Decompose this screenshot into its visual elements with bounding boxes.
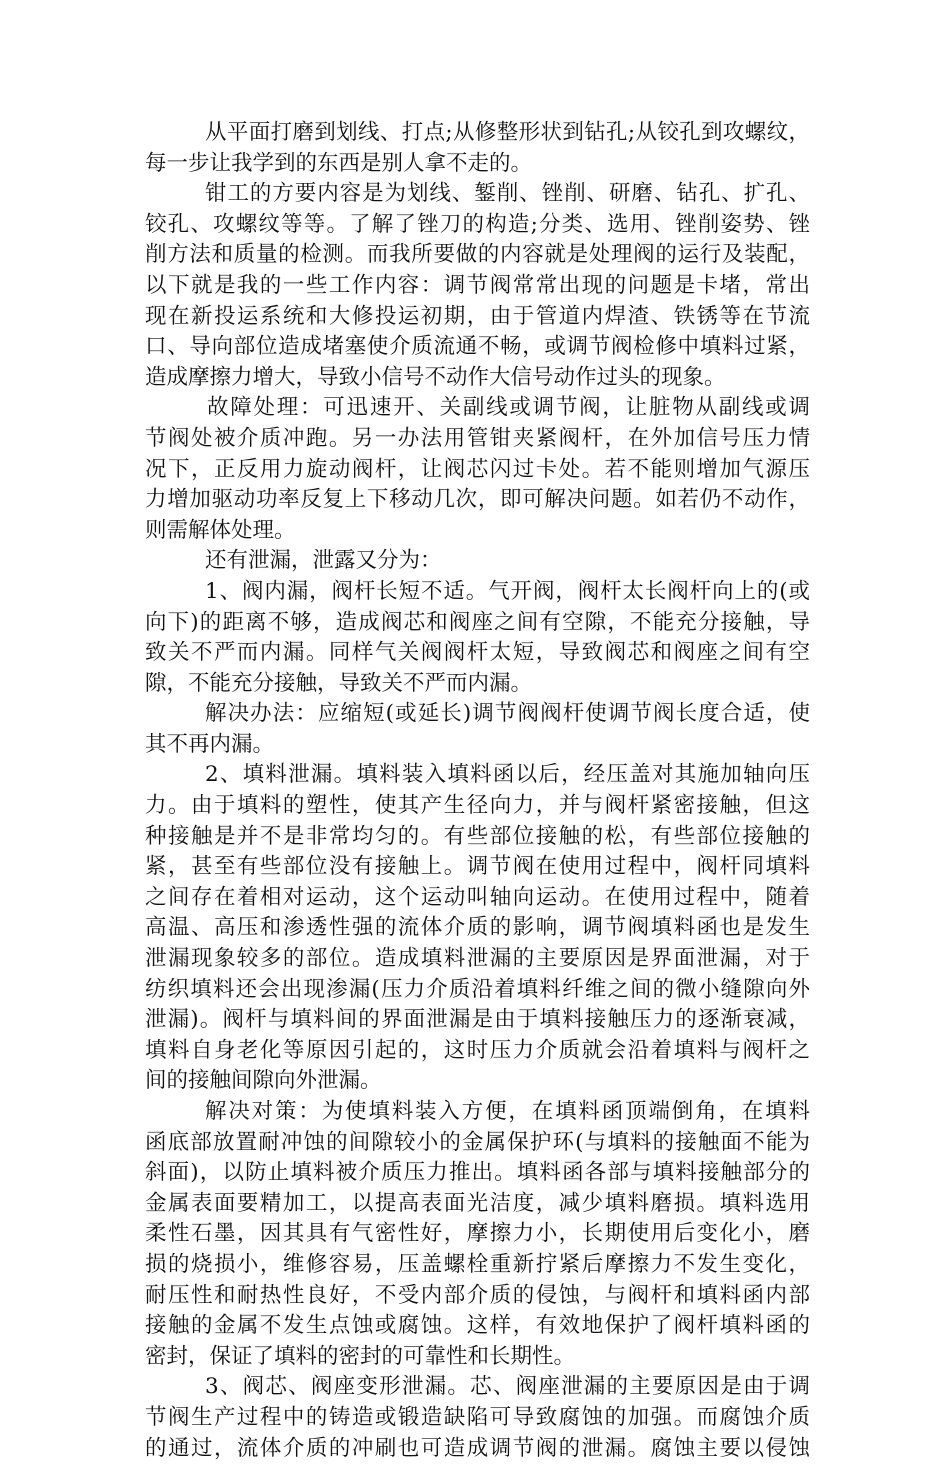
text-line: 向下)的距离不够，造成阀芯和阀座之间有空隙，不能充分接触，导 (145, 609, 810, 635)
text-line: 耐压性和耐热性良好，不受内部介质的侵蚀，与阀杆和填料函内部 (145, 1282, 810, 1308)
text-line: 纺织填料还会出现渗漏(压力介质沿着填料纤维之间的微小缝隙向外 (145, 976, 810, 1002)
text-line: 削方法和质量的检测。而我所要做的内容就是处理阀的运行及装配， (145, 242, 810, 268)
text-line: 斜面)，以防止填料被介质压力推出。填料函各部与填料接触部分的 (145, 1160, 810, 1186)
text-line: 况下，正反用力旋动阀杆，让阀芯闪过卡处。若不能则增加气源压 (145, 456, 810, 482)
text-line: 节阀生产过程中的铸造或锻造缺陷可导致腐蚀的加强。而腐蚀介质 (145, 1404, 810, 1430)
text-line: 从平面打磨到划线、打点;从修整形状到钻孔;从铰孔到攻螺纹， (205, 120, 810, 145)
text-line: 金属表面要精加工，以提高表面光洁度，减少填料磨损。填料选用 (145, 1190, 810, 1216)
text-line: 种接触是并不是非常均匀的。有些部位接触的松，有些部位接触的 (145, 823, 810, 849)
text-line: 钳工的方要内容是为划线、錾削、锉削、研磨、钻孔、扩孔、 (205, 181, 810, 207)
text-line: 密封，保证了填料的密封的可靠性和长期性。 (145, 1343, 576, 1369)
paragraph (145, 1097, 810, 1372)
text-line: 每一步让我学到的东西是别人拿不走的。 (145, 150, 533, 176)
text-line: 现在新投运系统和大修投运初期，由于管道内焊渣、铁锈等在节流 (145, 303, 810, 329)
text-line: 解决办法：应缩短(或延长)调节阀阀杆使调节阀长度合适，使 (205, 701, 810, 727)
text-line: 2、填料泄漏。填料装入填料函以后，经压盖对其施加轴向压 (205, 762, 810, 788)
paragraph (145, 699, 810, 760)
text-line: 其不再内漏。 (145, 731, 275, 757)
paragraph (145, 118, 810, 179)
text-line: 则需解体处理。 (145, 517, 296, 543)
text-line: 致关不严而内漏。同样气关阀阀杆太短，导致阀芯和阀座之间有空 (145, 640, 810, 666)
text-line: 函底部放置耐冲蚀的间隙较小的金属保护环(与填料的接触面不能为 (145, 1129, 810, 1155)
paragraph (145, 546, 810, 577)
text-line: 解决对策：为使填料装入方便，在填料函顶端倒角，在填料 (205, 1099, 810, 1124)
text-line: 还有泄漏，泄露又分为： (205, 548, 442, 574)
paragraph (145, 393, 810, 546)
text-line: 节阀处被介质冲跑。另一办法用管钳夹紧阀杆，在外加信号压力情 (145, 425, 810, 451)
text-line: 的通过，流体介质的冲刷也可造成调节阀的泄漏。腐蚀主要以侵蚀 (145, 1435, 810, 1461)
text-line: 以下就是我的一些工作内容：调节阀常常出现的问题是卡堵，常出 (145, 272, 810, 298)
text-line: 造成摩擦力增大，导致小信号不动作大信号动作过头的现象。 (145, 364, 726, 390)
text-line: 口、导向部位造成堵塞使介质流通不畅，或调节阀检修中填料过紧， (145, 334, 810, 360)
text-line: 故障处理：可迅速开、关副线或调节阀，让脏物从副线或调 (207, 395, 810, 421)
paragraph (145, 179, 810, 393)
document-body (145, 118, 810, 1464)
paragraph (145, 760, 810, 1097)
text-line: 紧，甚至有些部位没有接触上。调节阀在使用过程中，阀杆同填料 (145, 854, 810, 880)
text-line: 隙，不能充分接触，导致关不严而内漏。 (145, 670, 533, 696)
text-line: 1、阀内漏，阀杆长短不适。气开阀，阀杆太长阀杆向上的(或 (205, 578, 810, 604)
text-line: 间的接触间隙向外泄漏。 (145, 1068, 382, 1094)
text-line: 力增加驱动功率反复上下移动几次，即可解决问题。如若仍不动作， (145, 487, 810, 513)
text-line: 损的烧损小，维修容易，压盖螺栓重新拧紧后摩擦力不发生变化， (145, 1251, 810, 1277)
paragraph (145, 1372, 810, 1464)
text-line: 泄漏现象较多的部位。造成填料泄漏的主要原因是界面泄漏，对于 (145, 946, 810, 972)
text-line: 力。由于填料的塑性，使其产生径向力，并与阀杆紧密接触，但这 (145, 793, 810, 819)
text-line: 泄漏)。阀杆与填料间的界面泄漏是由于填料接触压力的逐渐衰减， (145, 1007, 810, 1033)
paragraph (145, 577, 810, 699)
text-line: 铰孔、攻螺纹等等。了解了锉刀的构造;分类、选用、锉削姿势、锉 (145, 211, 810, 237)
text-line: 接触的金属不发生点蚀或腐蚀。这样，有效地保护了阀杆填料函的 (145, 1313, 810, 1339)
text-line: 高温、高压和渗透性强的流体介质的影响，调节阀填料函也是发生 (145, 915, 810, 941)
text-line: 3、阀芯、阀座变形泄漏。芯、阀座泄漏的主要原因是由于调 (205, 1374, 810, 1400)
text-line: 柔性石墨，因其具有气密性好，摩擦力小，长期使用后变化小，磨 (145, 1221, 810, 1247)
text-line: 之间存在着相对运动，这个运动叫轴向运动。在使用过程中，随着 (145, 884, 810, 910)
text-line: 填料自身老化等原因引起的，这时压力介质就会沿着填料与阀杆之 (145, 1037, 810, 1063)
